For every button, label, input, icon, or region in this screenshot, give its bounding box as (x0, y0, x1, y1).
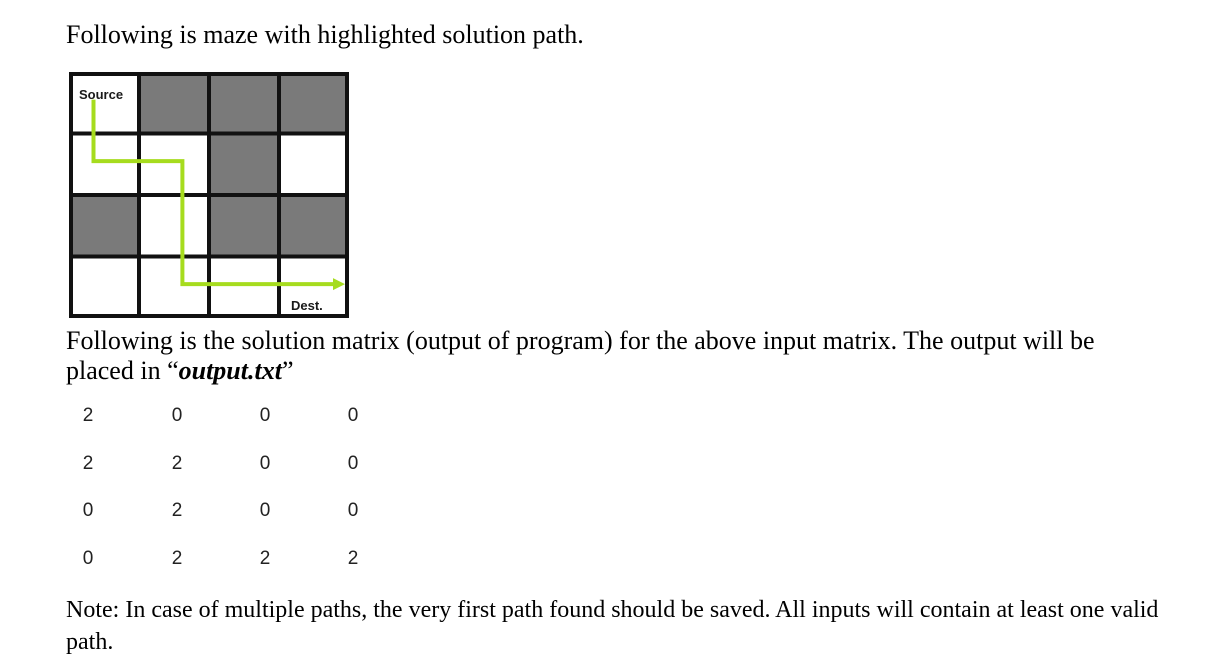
matrix-cell: 0 (259, 405, 271, 426)
matrix-cell: 0 (347, 405, 359, 426)
matrix-cell: 2 (171, 500, 183, 521)
maze-open-cell (69, 134, 139, 196)
maze-open-cell (139, 195, 209, 257)
paragraph-close-quote: ” (281, 356, 294, 385)
note-text: Note: In case of multiple paths, the very first path found should be saved. All inputs will contain at least one valid path. (66, 597, 1159, 655)
maze-open-cell (209, 257, 279, 319)
matrix-cell: 0 (259, 500, 271, 521)
maze-wall-cell (279, 195, 349, 257)
maze-open-cell (139, 134, 209, 196)
dest-label: Dest. (291, 298, 323, 313)
maze-wall-cell (209, 72, 279, 134)
maze-open-cell (139, 257, 209, 319)
matrix-cell: 0 (82, 500, 94, 521)
maze-figure (69, 72, 349, 318)
matrix-cell: 0 (347, 453, 359, 474)
paragraph-text: Following is the solution matrix (output of program) for the above input matrix. The output will be placed in “ (66, 326, 1095, 385)
matrix-cell: 0 (259, 453, 271, 474)
matrix-cell: 2 (171, 453, 183, 474)
source-label: Source (79, 87, 124, 102)
maze-wall-cell (209, 195, 279, 257)
matrix-cell: 2 (347, 548, 359, 569)
maze-open-cell (69, 72, 139, 134)
solution-matrix (60, 398, 420, 578)
solution-paragraph (66, 326, 1166, 386)
matrix-cell: 0 (347, 500, 359, 521)
heading: Following is maze with highlighted solution path. (66, 20, 584, 49)
maze-grid (69, 72, 349, 318)
maze-wall-cell (279, 72, 349, 134)
maze-open-cell (279, 134, 349, 196)
matrix-row (60, 541, 420, 577)
matrix-row (60, 446, 420, 482)
matrix-cell: 2 (82, 453, 94, 474)
matrix-row (60, 398, 420, 434)
matrix-cell: 2 (259, 548, 271, 569)
maze-wall-cell (209, 134, 279, 196)
matrix-row (60, 493, 420, 529)
maze-wall-cell (69, 195, 139, 257)
matrix-cell: 0 (171, 405, 183, 426)
matrix-cell: 2 (82, 405, 94, 426)
matrix-cell: 2 (171, 548, 183, 569)
maze-wall-cell (139, 72, 209, 134)
maze-open-cell (69, 257, 139, 319)
matrix-cell: 0 (82, 548, 94, 569)
output-filename: output.txt (178, 356, 282, 385)
